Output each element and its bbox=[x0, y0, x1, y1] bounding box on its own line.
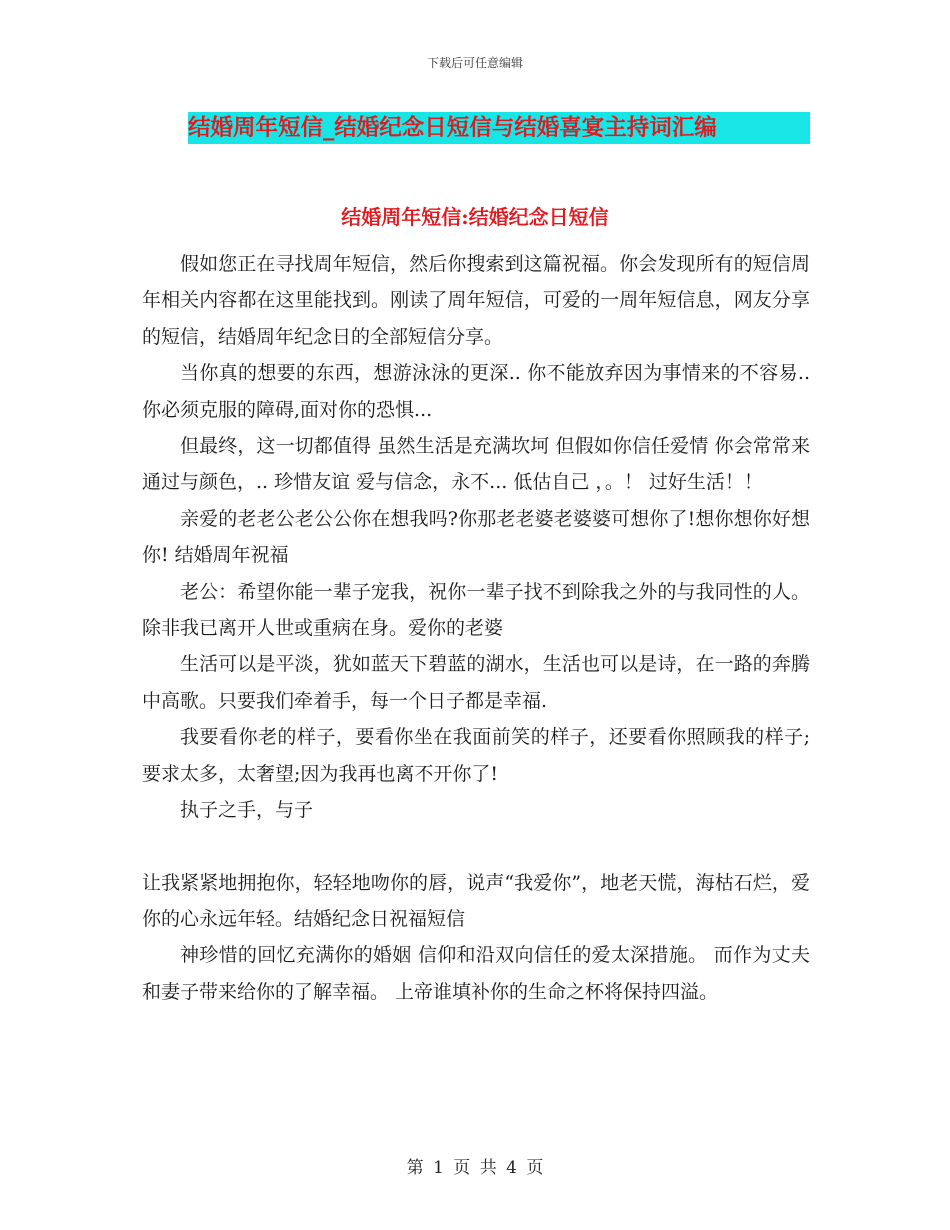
paragraph: 假如您正在寻找周年短信，然后你搜索到这篇祝福。你会发现所有的短信周年相关内容都在这里能找到。刚读了周年短信，可爱的一周年短信息，网友分享的短信，结婚周年纪念日的全部短信分享。 bbox=[142, 253, 810, 348]
paragraph: 执子之手，与子 bbox=[180, 799, 314, 822]
page-footer: 第 1 页 共 4 页 bbox=[406, 1158, 544, 1178]
document-title: 结婚周年短信_结婚纪念日短信与结婚喜宴主持词汇编 bbox=[188, 112, 810, 144]
paragraph-gap bbox=[142, 829, 810, 865]
body-text bbox=[142, 246, 810, 1010]
paragraph: 神珍惜的回忆充满你的婚姻 信仰和沿双向信任的爱太深措施。 而作为丈夫和妻子带来给你的了解幸福。 上帝谁填补你的生命之杯将保持四溢。 bbox=[142, 944, 810, 1003]
paragraph: 让我紧紧地拥抱你，轻轻地吻你的唇，说声“我爱你”，地老天慌，海枯石烂，爱你的心永远年轻。结婚纪念日祝福短信 bbox=[142, 871, 810, 930]
section-title: 结婚周年短信:结婚纪念日短信 bbox=[341, 205, 609, 229]
paragraph: 当你真的想要的东西，想游泳泳的更深.. 你不能放弃因为事情来的不容易.. 你必须克服的障碍,面对你的恐惧... bbox=[142, 362, 810, 421]
paragraph: 我要看你老的样子，要看你坐在我面前笑的样子，还要看你照顾我的样子;要求太多，太奢望;因为我再也离不开你了! bbox=[142, 726, 810, 785]
paragraph: 生活可以是平淡，犹如蓝天下碧蓝的湖水，生活也可以是诗，在一路的奔腾中高歌。只要我们牵着手，每一个日子都是幸福. bbox=[142, 653, 810, 712]
paragraph: 亲爱的老老公老公公你在想我吗?你那老老婆老婆婆可想你了!想你想你好想你! 结婚周年祝福 bbox=[142, 507, 810, 567]
paragraph: 老公：希望你能一辈子宠我，祝你一辈子找不到除我之外的与我同性的人。除非我已离开人世或重病在身。爱你的老婆 bbox=[142, 580, 810, 640]
paragraph: 但最终，这一切都值得 虽然生活是充满坎坷 但假如你信任爱情 你会常常来通过与颜色，.. 珍惜友谊 爱与信念，永不... 低估自己 ，。！ 过好生活！！ bbox=[142, 435, 810, 494]
header-note: 下载后可任意编辑 bbox=[426, 56, 523, 70]
